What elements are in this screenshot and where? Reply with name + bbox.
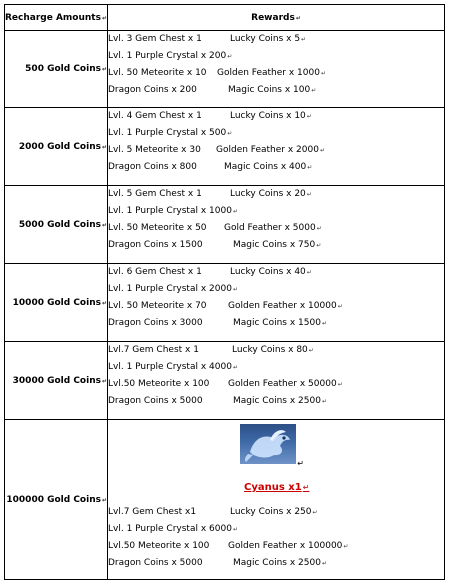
recharge-amount: 10000 Gold Coins↵ xyxy=(5,264,108,342)
reward-item: Magic Coins x 750↵ xyxy=(233,240,322,250)
pet-reward xyxy=(108,420,444,504)
reward-item: Lvl.50 Meteorite x 100 xyxy=(108,379,210,389)
recharge-amount: 100000 Gold Coins↵ xyxy=(5,420,108,580)
reward-item: Dragon Coins x 200 xyxy=(108,85,197,95)
tier-row xyxy=(5,108,445,186)
tier-rows xyxy=(5,31,445,580)
reward-line: Lvl. 1 Purple Crystal x 4000↵ xyxy=(108,362,238,372)
reward-line xyxy=(108,159,444,176)
tier-row xyxy=(5,186,445,264)
reward-line xyxy=(108,31,444,48)
reward-line xyxy=(108,186,444,203)
reward-item: Golden Feather x 2000↵ xyxy=(216,145,325,155)
reward-item: Lvl. 1 Purple Crystal x 4000 xyxy=(108,362,232,372)
reward-item: Magic Coins x 100↵ xyxy=(228,85,317,95)
reward-item: Golden Feather x 1000↵ xyxy=(217,68,326,78)
reward-item: Lvl. 50 Meteorite x 10 xyxy=(108,68,207,78)
reward-line: Lvl. 1 Purple Crystal x 1000↵ xyxy=(108,206,238,216)
reward-item: Magic Coins x 2500↵ xyxy=(233,396,327,406)
reward-item: Dragon Coins x 3000 xyxy=(108,318,203,328)
reward-line xyxy=(108,82,444,99)
reward-item: Golden Feather x 100000↵ xyxy=(228,541,349,551)
reward-item: Golden Feather x 50000↵ xyxy=(228,379,343,389)
reward-line xyxy=(108,555,444,572)
reward-line xyxy=(108,504,444,521)
header-row xyxy=(5,5,445,31)
reward-item: Lvl. 1 Purple Crystal x 200 xyxy=(108,51,227,61)
reward-item: Lvl. 1 Purple Crystal x 2000 xyxy=(108,284,232,294)
reward-item: Lvl. 4 Gem Chest x 1 xyxy=(108,111,202,121)
blue-dragon-mount-image: ↵ xyxy=(240,424,296,464)
reward-line: Lvl. 1 Purple Crystal x 200↵ xyxy=(108,51,233,61)
reward-line xyxy=(108,108,444,125)
reward-list xyxy=(108,31,445,108)
recharge-amounts-header: Recharge Amounts↵ xyxy=(5,5,108,31)
tier-row xyxy=(5,31,445,108)
tier-row xyxy=(5,342,445,420)
reward-item: Dragon Coins x 1500 xyxy=(108,240,203,250)
reward-item: Lvl. 1 Purple Crystal x 1000 xyxy=(108,206,232,216)
reward-item: Lvl.50 Meteorite x 100 xyxy=(108,541,210,551)
reward-line xyxy=(108,315,444,332)
reward-item: Lucky Coins x 250↵ xyxy=(230,507,318,517)
dragon-icon xyxy=(240,424,296,464)
reward-line xyxy=(108,376,444,393)
reward-list xyxy=(108,108,445,186)
reward-line xyxy=(108,393,444,410)
reward-item: Lvl. 50 Meteorite x 70 xyxy=(108,301,207,311)
reward-item: Lvl. 6 Gem Chest x 1 xyxy=(108,267,202,277)
reward-line: Lvl. 1 Purple Crystal x 500↵ xyxy=(108,128,233,138)
reward-item: Lucky Coins x 40↵ xyxy=(230,267,312,277)
reward-item: Gold Feather x 5000↵ xyxy=(224,223,322,233)
reward-item: Lvl. 3 Gem Chest x 1 xyxy=(108,34,202,44)
reward-line xyxy=(108,142,444,159)
reward-line xyxy=(108,220,444,237)
reward-line xyxy=(108,342,444,359)
reward-item: Lvl. 1 Purple Crystal x 500 xyxy=(108,128,227,138)
recharge-rewards-table xyxy=(4,4,445,580)
recharge-amount: 2000 Gold Coins↵ xyxy=(5,108,108,186)
reward-item: Dragon Coins x 800 xyxy=(108,162,197,172)
reward-line xyxy=(108,298,444,315)
recharge-amount: 30000 Gold Coins↵ xyxy=(5,342,108,420)
reward-item: Magic Coins x 2500↵ xyxy=(233,558,327,568)
reward-list xyxy=(108,420,445,580)
reward-line xyxy=(108,538,444,555)
reward-item: Magic Coins x 1500↵ xyxy=(233,318,327,328)
reward-list xyxy=(108,264,445,342)
reward-item: Lvl.7 Gem Chest x 1 xyxy=(108,345,199,355)
reward-line: Lvl. 1 Purple Crystal x 6000↵ xyxy=(108,524,238,534)
reward-item: Lucky Coins x 10↵ xyxy=(230,111,312,121)
reward-item: Lucky Coins x 20↵ xyxy=(230,189,312,199)
reward-item: Lucky Coins x 80↵ xyxy=(232,345,314,355)
reward-line: Lvl. 1 Purple Crystal x 2000↵ xyxy=(108,284,238,294)
recharge-amount: 5000 Gold Coins↵ xyxy=(5,186,108,264)
pet-name: Cyanus x1↵ xyxy=(244,482,310,493)
reward-item: Lvl. 5 Gem Chest x 1 xyxy=(108,189,202,199)
reward-item: Lucky Coins x 5↵ xyxy=(230,34,307,44)
reward-item: Lvl.7 Gem Chest x1 xyxy=(108,507,197,517)
reward-item: Golden Feather x 10000↵ xyxy=(228,301,343,311)
reward-line xyxy=(108,264,444,281)
reward-line xyxy=(108,237,444,254)
reward-item: Dragon Coins x 5000 xyxy=(108,396,203,406)
reward-line xyxy=(108,65,444,82)
reward-item: Lvl. 50 Meteorite x 50 xyxy=(108,223,207,233)
recharge-amount: 500 Gold Coins↵ xyxy=(5,31,108,108)
reward-item: Magic Coins x 400↵ xyxy=(224,162,313,172)
reward-list xyxy=(108,186,445,264)
reward-item: Dragon Coins x 5000 xyxy=(108,558,203,568)
reward-item: Lvl. 5 Meteorite x 30 xyxy=(108,145,201,155)
reward-item: Lvl. 1 Purple Crystal x 6000 xyxy=(108,524,232,534)
tier-row xyxy=(5,264,445,342)
reward-list xyxy=(108,342,445,420)
tier-row xyxy=(5,420,445,580)
rewards-header: Rewards↵ xyxy=(108,5,445,31)
